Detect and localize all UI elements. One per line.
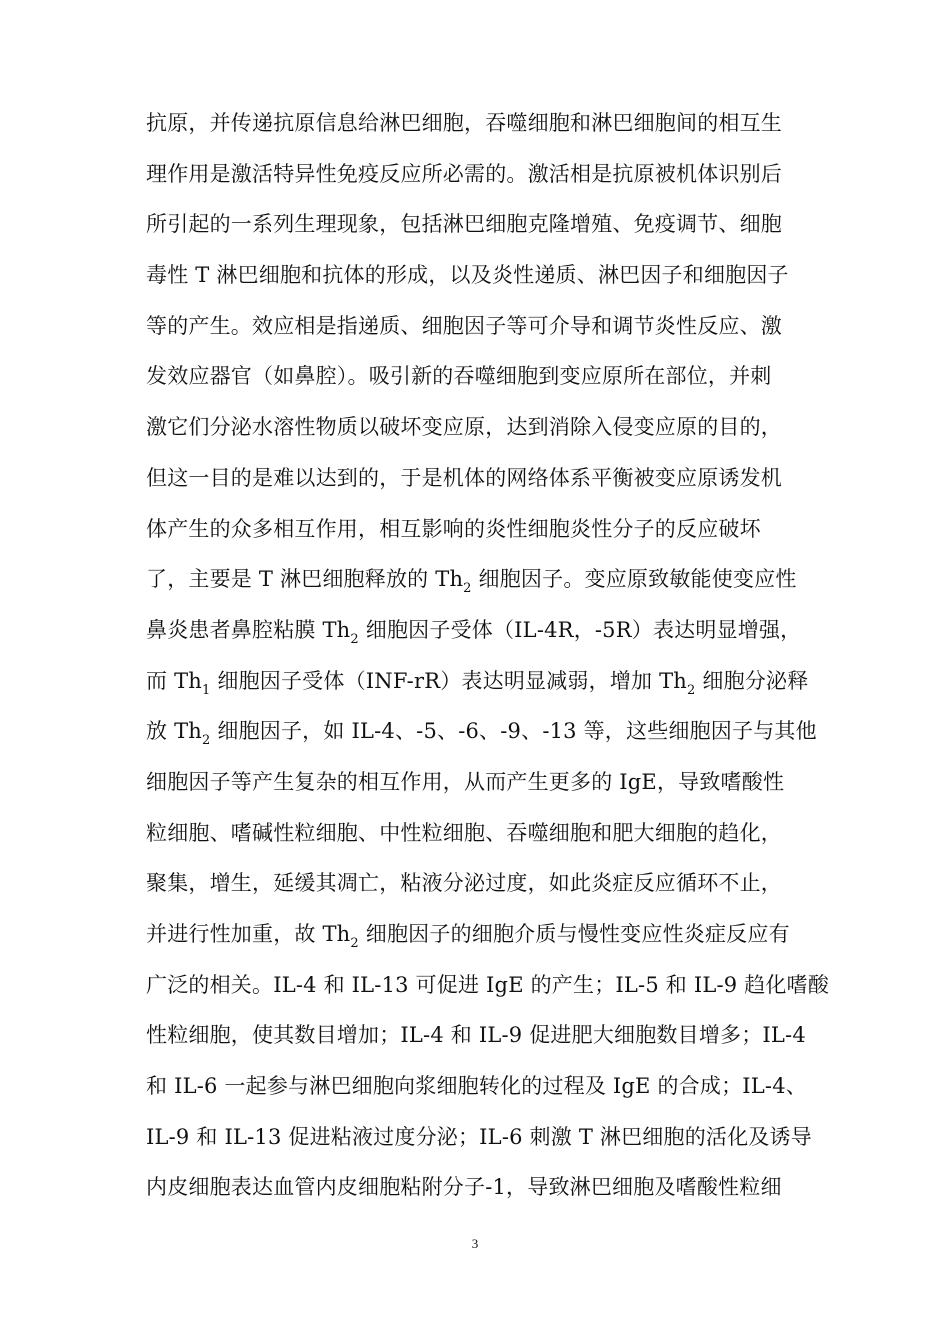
text-line: [146, 250, 826, 301]
text-segment: 但这一目的是难以达到的，于是机体的网络体系平衡被变应原诱发机: [146, 465, 782, 490]
text-line: [146, 808, 826, 859]
subscript: 2: [687, 682, 696, 698]
text-segment: 毒性 T 淋巴细胞和抗体的形成，以及炎性递质、淋巴因子和细胞因子: [146, 263, 789, 288]
text-line: [146, 402, 826, 453]
text-segment: 和 IL-6 一起参与淋巴细胞向浆细胞转化的过程及 IgE 的合成；IL-4、: [146, 1074, 807, 1099]
text-line: [146, 757, 826, 808]
text-segment: 广泛的相关。IL-4 和 IL-13 可促进 IgE 的产生；IL-5 和 IL-9 趋化嗜酸: [146, 972, 830, 997]
text-line: [146, 504, 826, 555]
text-line: [146, 301, 826, 352]
text-segment: 鼻炎患者鼻腔粘膜 Th: [146, 617, 351, 642]
text-line: [146, 98, 826, 149]
text-segment: 细胞因子，如 IL-4、-5、-6、-9、-13 等，这些细胞因子与其他: [210, 719, 817, 744]
text-line: [146, 858, 826, 909]
text-line: [146, 1010, 826, 1061]
text-segment: 细胞因子等产生复杂的相互作用，从而产生更多的 IgE，导致嗜酸性: [146, 769, 785, 794]
subscript: 1: [202, 682, 211, 698]
text-segment: 聚集，增生，延缓其凋亡，粘液分泌过度，如此炎症反应循环不止，: [146, 871, 782, 896]
text-segment: 激它们分泌水溶性物质以破坏变应原，达到消除入侵变应原的目的，: [146, 415, 782, 440]
subscript: 2: [463, 581, 472, 597]
text-segment: 而 Th: [146, 668, 203, 693]
text-segment: 体产生的众多相互作用，相互影响的炎性细胞炎性分子的反应破坏: [146, 516, 761, 541]
text-line: [146, 554, 826, 605]
page-body-text: [146, 98, 830, 1213]
text-line: [146, 149, 826, 200]
text-segment: 抗原，并传递抗原信息给淋巴细胞，吞噬细胞和淋巴细胞间的相互生: [146, 111, 782, 135]
text-segment: 发效应器官（如鼻腔）。吸引新的吞噬细胞到变应原所在部位，并刺: [146, 364, 772, 389]
text-line: [146, 605, 826, 656]
text-segment: 等的产生。效应相是指递质、细胞因子等可介导和调节炎性反应、激: [146, 313, 782, 338]
text-segment: 放 Th: [146, 719, 203, 744]
text-segment: 细胞分泌释: [695, 668, 809, 693]
text-segment: 内皮细胞表达血管内皮细胞粘附分子-1，导致淋巴细胞及嗜酸性粒细: [146, 1175, 782, 1200]
text-segment: 细胞因子的细胞介质与慢性变应性炎症反应有: [358, 922, 790, 946]
text-segment: 所引起的一系列生理现象，包括淋巴细胞克隆增殖、免疫调节、细胞: [146, 212, 782, 237]
text-segment: 细胞因子受体（IL-4R，-5R）表达明显增强，: [358, 617, 802, 642]
text-segment: 理作用是激活特异性免疫反应所必需的。激活相是抗原被机体识别后: [146, 161, 782, 186]
subscript: 2: [350, 631, 359, 647]
text-line: [146, 199, 826, 250]
subscript: 2: [202, 733, 211, 749]
text-line: [146, 706, 826, 757]
page-number: 3: [471, 1236, 479, 1251]
text-line: [146, 1162, 826, 1213]
text-segment: 细胞因子受体（INF-rR）表达明显减弱，增加 Th: [210, 668, 688, 693]
text-segment: 并进行性加重，故 Th: [146, 922, 351, 946]
text-segment: 粒细胞、嗜碱性粒细胞、中性粒细胞、吞噬细胞和肥大细胞的趋化，: [146, 820, 782, 845]
text-line: [146, 960, 830, 1011]
text-segment: 细胞因子。变应原致敏能使变应性: [471, 567, 797, 592]
text-segment: IL-9 和 IL-13 促进粘液过度分泌；IL-6 刺激 T 淋巴细胞的活化及诱导: [146, 1124, 812, 1149]
text-segment: 了，主要是 T 淋巴细胞释放的 Th: [146, 567, 464, 592]
text-segment: 性粒细胞，使其数目增加；IL-4 和 IL-9 促进肥大细胞数目增多；IL-4: [146, 1023, 806, 1048]
text-line: [146, 1112, 826, 1163]
text-line: [146, 656, 826, 707]
text-line: [146, 1061, 826, 1112]
subscript: 2: [350, 936, 359, 951]
text-line: [146, 351, 826, 402]
text-line: [146, 909, 826, 960]
text-line: [146, 453, 826, 504]
